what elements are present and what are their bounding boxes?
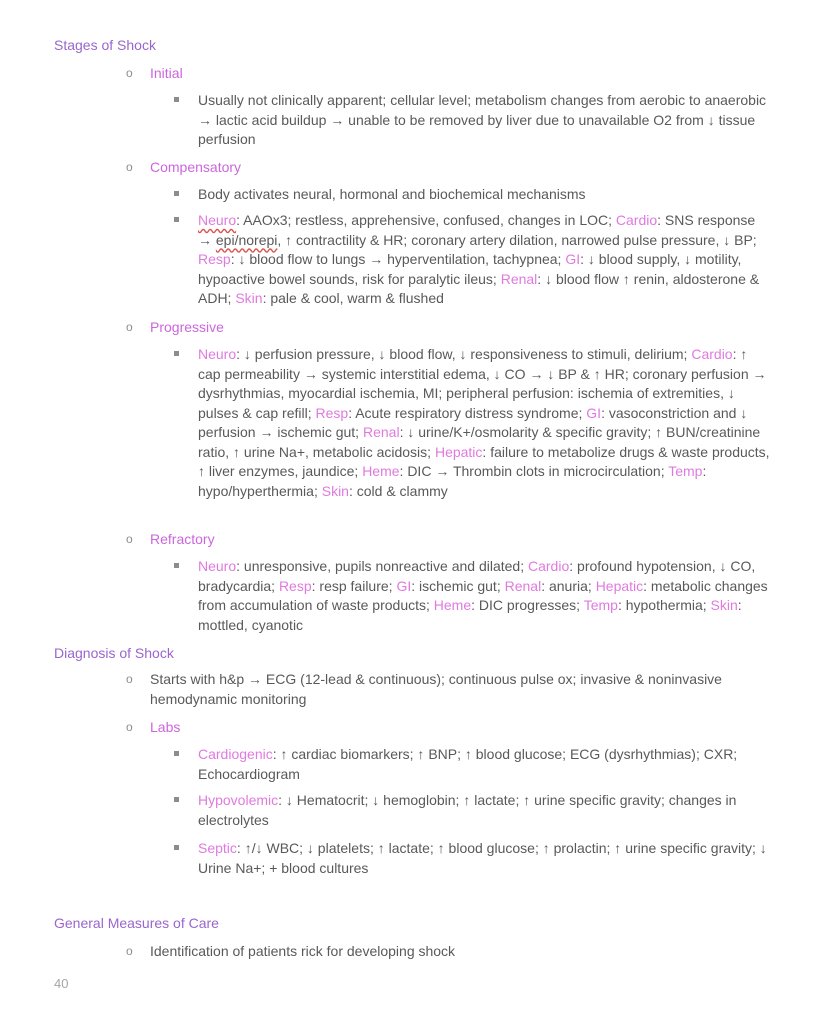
stage-label-initial: Initial: [150, 65, 183, 81]
system-label-cardio: Cardio: [615, 212, 658, 228]
item-fragment: : anuria;: [541, 577, 596, 594]
section-heading-care: General Measures of Care: [54, 915, 219, 931]
system-label-resp: Resp: [315, 404, 349, 421]
item-fragment: , ↑ contractility & HR; coronary artery dilation, narrowed pulse pressure, ↓ BP;: [277, 231, 757, 248]
item-text: [198, 839, 773, 878]
circle-bullet-icon: o: [126, 320, 133, 334]
system-label-cardio: Cardio: [691, 346, 733, 362]
item-fragment: : mottled, cyanotic: [198, 597, 742, 633]
system-label-gi: GI: [586, 404, 602, 421]
item-fragment: : SNS response →: [198, 212, 756, 248]
system-label-hepatic: Hepatic: [434, 443, 483, 460]
shock-type-hypovolemic: Hypovolemic: [198, 792, 279, 808]
item-fragment: : cold & clammy: [348, 482, 448, 499]
square-bullet-icon: [174, 845, 179, 850]
circle-bullet-icon: o: [126, 66, 133, 80]
item-fragment: : DIC → Thrombin clots in microcirculation;: [399, 463, 669, 479]
shock-type-cardiogenic: Cardiogenic: [198, 746, 273, 762]
item-fragment: : hypothermia;: [617, 597, 711, 613]
system-label-neuro: Neuro: [198, 346, 237, 362]
system-label-heme: Heme: [362, 463, 400, 479]
system-label-cardio: Cardio: [528, 558, 570, 574]
item-fragment: : hypo/hyperthermia;: [198, 463, 707, 499]
item-fragment: : failure to metabolize drugs & waste products, ↑ liver enzymes, jaundice;: [198, 443, 770, 479]
item-fragment: : ↓ blood flow ↑ renin, aldosterone & ADH;: [198, 270, 760, 306]
item-fragment: : resp failure;: [311, 577, 397, 594]
item-fragment: : ↓ perfusion pressure, ↓ blood flow, ↓ responsiveness to stimuli, delirium;: [236, 346, 692, 362]
item-fragment: : profound hypotension, ↓ CO, bradycardia;: [198, 558, 756, 594]
circle-bullet-icon: o: [126, 532, 133, 546]
stage-label-refractory: Refractory: [150, 531, 215, 547]
system-label-resp: Resp: [278, 577, 312, 594]
page-number: 40: [54, 976, 69, 991]
square-bullet-icon: [174, 351, 179, 356]
circle-bullet-icon: o: [126, 160, 133, 174]
system-label-skin: Skin: [321, 482, 349, 499]
square-bullet-icon: [174, 217, 179, 222]
circle-bullet-icon: o: [126, 672, 133, 686]
square-bullet-icon: [174, 97, 179, 102]
item-text: [198, 345, 773, 501]
item-fragment: : unresponsive, pupils nonreactive and dilated;: [236, 558, 528, 574]
care-item-text: Identification of patients rick for developing shock: [150, 943, 456, 959]
item-fragment: : vasoconstriction and ↓ perfusion → ischemic gut;: [198, 404, 748, 440]
item-fragment: : pale & cool, warm & flushed: [262, 290, 444, 306]
system-label-temp: Temp: [668, 463, 703, 479]
system-label-hepatic: Hepatic: [595, 577, 644, 594]
shock-type-septic: Septic: [198, 840, 237, 856]
system-label-resp: Resp: [198, 251, 231, 267]
system-label-skin: Skin: [235, 290, 263, 306]
system-label-gi: GI: [396, 577, 412, 594]
square-bullet-icon: [174, 563, 179, 568]
item-fragment: : DIC progresses;: [471, 597, 584, 613]
item-fragment: : ↑ cap permeability → systemic interstitial edema, ↓ CO → ↓ BP & ↑ HR; coronary perfusion → dysrhythmias, myocardial ischemia, MI; peripheral perfusion: ischemia of extremities, ↓ pulses & cap refill;: [198, 346, 767, 421]
section-heading-diagnosis: Diagnosis of Shock: [54, 645, 174, 661]
item-fragment: : ↓ urine/K+/osmolarity & specific gravity; ↑ BUN/creatinine ratio, ↑ urine Na+, metabolic acidosis;: [198, 424, 761, 460]
square-bullet-icon: [174, 797, 179, 802]
item-fragment: : ischemic gut;: [411, 577, 505, 594]
circle-bullet-icon: o: [126, 720, 133, 734]
item-fragment: : ↓ blood flow to lungs → hyperventilation, tachypnea;: [230, 251, 566, 267]
system-label-heme: Heme: [433, 597, 472, 613]
item-text: [198, 745, 773, 784]
labs-label: Labs: [150, 719, 181, 735]
item-fragment: : Acute respiratory distress syndrome;: [348, 404, 587, 421]
system-label-renal: Renal: [362, 424, 400, 440]
circle-bullet-icon: o: [126, 944, 133, 958]
spellcheck-word: epi/norepi: [215, 231, 278, 248]
item-text: Body activates neural, hormonal and biochemical mechanisms: [198, 186, 586, 202]
stage-label-progressive: Progressive: [150, 319, 224, 335]
item-text: [198, 557, 773, 635]
item-fragment: : metabolic changes from accumulation of waste products;: [198, 577, 768, 613]
item-fragment: : ↑ cardiac biomarkers; ↑ BNP; ↑ blood glucose; ECG (dysrhythmias); CXR; Echocardiogram: [198, 746, 738, 782]
system-label-skin: Skin: [710, 597, 738, 613]
system-label-gi: GI: [565, 251, 581, 267]
system-label-neuro: Neuro: [198, 558, 237, 574]
section-heading-stages: Stages of Shock: [54, 37, 156, 53]
stage-label-compensatory: Compensatory: [150, 159, 242, 175]
square-bullet-icon: [174, 191, 179, 196]
system-label-renal: Renal: [504, 577, 542, 594]
item-text: [198, 211, 773, 309]
system-label-temp: Temp: [583, 597, 618, 613]
item-fragment: : ↑/↓ WBC; ↓ platelets; ↑ lactate; ↑ blood glucose; ↑ prolactin; ↑ urine specific gravity; ↓ Urine Na+; + blood cultures: [198, 840, 767, 876]
system-label-neuro: Neuro: [198, 212, 237, 228]
diagnosis-starts-text: Starts with h&p → ECG (12-lead & continuous); continuous pulse ox; invasive & noninvasive hemodynamic monitoring: [150, 671, 722, 707]
square-bullet-icon: [174, 751, 179, 756]
item-text: Usually not clinically apparent; cellular level; metabolism changes from aerobic to anaerobic → lactic acid buildup → unable to be removed by liver due to unavailable O2 from ↓ tissue perfusion: [198, 92, 767, 147]
item-text: [198, 791, 773, 830]
item-fragment: : ↓ blood supply, ↓ motility, hypoactive bowel sounds, risk for paralytic ileus;: [198, 251, 742, 287]
item-fragment: : AAOx3; restless, apprehensive, confused, changes in LOC;: [236, 212, 616, 228]
system-label-renal: Renal: [500, 270, 538, 287]
item-fragment: : ↓ Hematocrit; ↓ hemoglobin; ↑ lactate; ↑ urine specific gravity; changes in electrolytes: [198, 792, 737, 828]
